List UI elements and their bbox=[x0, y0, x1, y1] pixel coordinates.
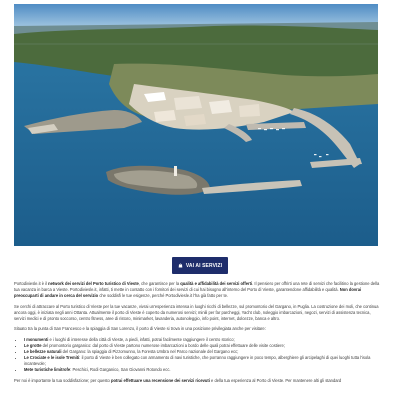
review-text-bold: potrai effettuare una recensione dei servizi ricevuti bbox=[110, 377, 210, 383]
list-item-title: Le Crociate e le isole Tremiti bbox=[24, 355, 80, 361]
intro-text-network: network dei servizi del Porto turistico di Vieste bbox=[48, 281, 139, 286]
intro-text-c: , che garantisce per la bbox=[138, 281, 181, 286]
review-text-c: e della tua esperienza al Porto di Vieste. Per mantenere alti gli standard bbox=[209, 377, 342, 383]
list-item-title: Mete turistiche limitrofe bbox=[24, 366, 71, 372]
list-item-title: Le grotte bbox=[24, 343, 42, 349]
review-paragraph bbox=[14, 378, 380, 384]
attractions-list bbox=[14, 337, 380, 372]
port-description-paragraph: Se cerchi di attraccare al Porto turistico di Vieste per la tue vacanze, vivrai un'esperienza intensa in luoghi ricchi di bellezze, sul promontorio del Gargano, in Puglia. La costruzione dei moli, che continua ancora oggi, è iniziata negli anni Ottanta. Attualmente il porto di Vieste è coperto da numerosi servizi; minili per far parcheggi, Yacht club, noleggio imbarcazioni, negozi, servizi di assistenza tecnica, servizi medici e di pronto soccorso, centro fitness, aree di ristoro, minimarket, lavanderia, autonoleggio, info point, internet, dolcezze, banca e altro. bbox=[14, 303, 379, 321]
intro-text-e: . Il pensiero per offrirti una rete di servizi che facilitino la gestione della tua vacanza in barca a Vieste. Portodiviesle.it, infatti, ti mette in contatto con i fornitori dei servizi di cui hai bisogno all'interno del Porto di Vieste, garantendone affidabilità e qualità. bbox=[14, 281, 380, 292]
intro-text-no-worry: Non dovrai preoccuparti di andare in cerca del servizio bbox=[14, 286, 362, 298]
intro-text-a: Portodiviesle.it è il bbox=[14, 281, 49, 286]
shopping-bag-icon bbox=[178, 263, 183, 268]
aerial-harbor-illustration bbox=[14, 4, 378, 246]
intro-text-quality: qualità e affidabilità dei servizi offerti bbox=[180, 281, 253, 286]
hero-aerial-photo bbox=[14, 4, 378, 246]
list-item bbox=[24, 367, 380, 373]
list-item-text: del promontorio garganico: dal porto di Vieste partono numerose imbarcazioni a bordo delle quali potrai effettuare delle visite costiere; bbox=[41, 343, 285, 349]
go-to-services-button[interactable] bbox=[172, 257, 228, 274]
list-item-title: Le bellezze naturali bbox=[24, 349, 62, 355]
list-item-text: : Peschici, Rodi Garganico, San Giovanni Rotondo ecc. bbox=[70, 366, 171, 372]
go-to-services-label: VAI AI SERVIZI bbox=[185, 262, 223, 269]
article-body bbox=[14, 281, 380, 389]
location-paragraph: Situato tra la punta di San Francesco e la spiaggia di San Lorenzo, il porto di Vieste si trova in una posizione privilegiata anche per visitare: bbox=[14, 326, 266, 332]
list-item-text: e i luoghi di interesse della città di Vieste, a piedi, infatti, potrai facilmente raggiungere il centro storico; bbox=[48, 337, 235, 343]
review-text-a: Per noi è importante la tua soddisfazione; per questo bbox=[14, 377, 111, 383]
list-item-title: I monumenti bbox=[24, 337, 49, 343]
list-item-text: del Gargano: la spiaggia di Pizzomunno, la Foresta Umbra nel Parco nazionale del Gargano ecc; bbox=[61, 349, 239, 355]
list-item-text: : il porto di Vieste è ben collegato con armamento di navi turistiche, che porranno raggiungere in poco tempo, alberghiere gli arcipelaghi di quei luoghi tutta l'isola incantevole; bbox=[24, 355, 371, 366]
intro-paragraph bbox=[14, 281, 380, 299]
intro-text-g: che soddisfi le tue esigenze, perché Portodiviesle.it l'ha già fatto per te. bbox=[98, 292, 228, 298]
list-item bbox=[24, 355, 380, 367]
cta-container bbox=[0, 255, 400, 274]
